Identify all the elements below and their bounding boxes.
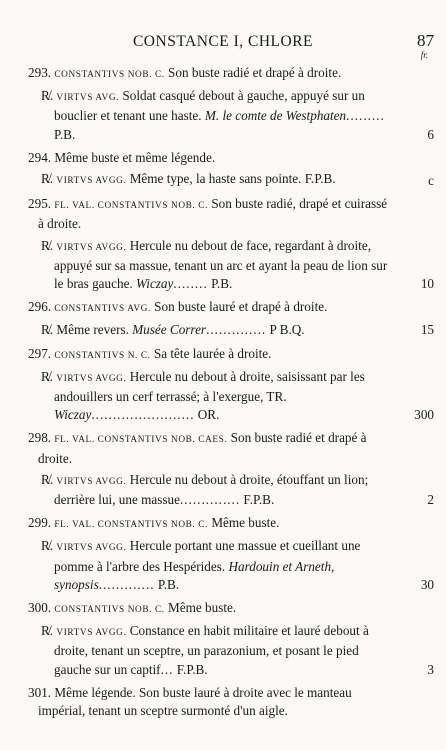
entry-number: 294. — [28, 149, 52, 165]
reverse-mark: R̸. — [41, 237, 54, 253]
reverse-mark: R̸. — [41, 471, 54, 487]
reverse-mark: R̸. — [41, 322, 54, 338]
reverse-text: Même type, la haste sans pointe. — [129, 171, 302, 187]
value: 300 — [414, 407, 434, 423]
reverse-legend: VIRTVS AVGG. — [56, 628, 127, 639]
catalogue-entry — [28, 684, 390, 720]
reverse-source: Wiczay — [54, 407, 92, 423]
entry-number: 299. — [28, 515, 52, 531]
reverse-text: Hercule nu debout à droite, saisissant par les andouillers un cerf terrassé; à l'exergue, TR. — [54, 368, 365, 405]
catalogue-entry: 297. CONSTANTIVS N. C. Sa tête laurée à droite. R̸. VIRTVS AVGG. Hercule nu debout à droite, saisissant par les andouillers un cerf terrassé; à l'exergue, TR. Wiczay........................ OR. 300 — [28, 345, 390, 425]
obverse-legend: CONSTANTIVS NOB. C. — [54, 70, 165, 80]
entry-number: 293. — [28, 65, 52, 80]
obverse-text: Son buste radié et drapé à droite. — [38, 430, 367, 466]
value: 2 — [427, 492, 434, 508]
obverse-legend: FL. VAL. CONSTANTIVS NOB. C. — [54, 201, 209, 212]
entry-number: 297. — [28, 345, 52, 361]
entry-number: 296. — [28, 299, 52, 315]
rarity: F.P.B. — [176, 661, 208, 677]
obverse-text: Son buste lauré et drapé à droite. — [154, 299, 328, 315]
value: 30 — [420, 576, 434, 592]
obverse-legend: FL. VAL. CONSTANTIVS NOB. C. — [54, 520, 209, 531]
reverse-source: Musée Correr — [132, 322, 207, 338]
catalogue-entry: 293. CONSTANTIVS NOB. C. Son buste radié et drapé à droite. R̸. VIRTVS AVG. Soldat casqué debout à gauche, appuyé sur un bouclier et tenant une haste. M. le comte de Westphaten......... P.B. 6 — [28, 64, 390, 144]
entry-number: 298. — [28, 430, 52, 446]
page-number: 87 — [417, 31, 434, 50]
entry-number: 300. — [28, 600, 52, 616]
reverse-legend: VIRTVS AVGG. — [56, 242, 127, 253]
rarity: F.P.B. — [304, 171, 336, 187]
obverse-legend: CONSTANTIVS NOB. C. — [54, 605, 165, 616]
value: c — [428, 173, 434, 189]
rarity: P B.Q. — [269, 322, 305, 338]
running-header: CONSTANCE I, CHLORE — [132, 33, 314, 50]
reverse-legend: VIRTVS AVGG. — [56, 373, 127, 384]
obverse-text: Même buste. — [168, 600, 237, 616]
catalogue-entry: 299. FL. VAL. CONSTANTIVS NOB. C. Même buste. R̸. VIRTVS AVGG. Hercule portant une massue et cueillant une pomme à l'arbre des Hespérides. Hardouin et Arneth, synopsis............. P.B. 30 — [28, 514, 390, 594]
reverse-text: Hercule nu debout de face, regardant à droite, appuyé sur sa massue, tenant un arc et ayant la peau de lion sur le bras gauche. — [54, 237, 388, 292]
entry-number: 301. — [28, 684, 52, 700]
catalogue-body — [28, 64, 434, 725]
value-unit: fr. — [420, 50, 428, 60]
reverse-mark: R̸. — [41, 538, 54, 554]
catalogue-entry: 295. FL. VAL. CONSTANTIVS NOB. C. Son buste radié, drapé et cuirassé à droite. R̸. VIRTVS AVGG. Hercule nu debout de face, regardant à droite, appuyé sur sa massue, tenant un arc et ayant la peau de lion sur le bras gauche. Wiczay........ P.B. 10 — [28, 195, 390, 293]
reverse-source: Hardouin et Arneth, synopsis — [54, 558, 335, 592]
rarity: P.B. — [211, 276, 233, 292]
reverse-legend: VIRTVS AVGG. — [56, 176, 127, 187]
value: 3 — [427, 661, 434, 677]
rarity: OR. — [197, 407, 220, 423]
catalogue-entry: 296. CONSTANTIVS AVG. Son buste lauré et drapé à droite. R̸. Même revers. Musée Correr.............. P B.Q. 15 — [28, 298, 390, 339]
obverse-text: Son buste radié, drapé et cuirassé à droite. — [38, 196, 388, 232]
entry-number: 295. — [28, 196, 52, 212]
catalogue-entry — [28, 149, 434, 190]
reverse-text: Soldat casqué debout à gauche, appuyé sur un bouclier et tenant une haste. — [54, 88, 365, 124]
reverse-legend: VIRTVS AVGG. — [56, 543, 127, 554]
obverse-text: Son buste radié et drapé à droite. — [168, 65, 342, 80]
reverse-mark: R̸. — [41, 171, 54, 187]
reverse-source: M. le comte de Westphaten — [204, 108, 347, 124]
obverse-legend: CONSTANTIVS AVG. — [54, 304, 151, 315]
rarity: F.P.B. — [243, 492, 275, 508]
obverse-text: Même buste. — [211, 515, 280, 531]
obverse-text: Sa tête laurée à droite. — [153, 345, 272, 361]
obverse-text: Même buste et même légende. — [54, 149, 216, 165]
rarity: P.B. — [157, 576, 180, 592]
reverse-text: Hercule portant une massue et cueillant une pomme à l'arbre des Hespérides. — [54, 538, 361, 574]
obverse-text: Même légende. Son buste lauré à droite avec le manteau impérial, tenant un sceptre surmonté d'un aigle. — [38, 684, 352, 719]
reverse-mark: R̸. — [41, 368, 54, 384]
reverse-text: Hercule nu debout à droite, étouffant un lion; derrière lui, une massue — [54, 471, 369, 508]
value: 6 — [427, 126, 434, 142]
catalogue-entry: 300. CONSTANTIVS NOB. C. Même buste. R̸. VIRTVS AVGG. Constance en habit militaire et lauré debout à droite, tenant un sceptre, un parazonium, et posant le pied gauche sur un captif... F.P.B. 3 — [28, 599, 390, 679]
obverse-legend: CONSTANTIVS N. C. — [54, 350, 151, 361]
reverse-legend: VIRTVS AVGG. — [56, 476, 127, 487]
value: 15 — [420, 322, 434, 338]
rarity: P.B. — [54, 126, 76, 142]
reverse-text: Même revers. — [56, 322, 129, 338]
reverse-mark: R̸. — [41, 623, 54, 639]
value: 10 — [420, 276, 434, 292]
reverse-mark: R̸. — [41, 88, 54, 104]
reverse-source: Wiczay — [136, 276, 174, 292]
reverse-legend: VIRTVS AVG. — [56, 93, 120, 104]
reverse-text: Constance en habit militaire et lauré debout à droite, tenant un sceptre, un parazonium, et posant le pied gauche sur un captif — [54, 623, 369, 677]
obverse-legend: FL. VAL. CONSTANTIVS NOB. CAES. — [54, 435, 228, 446]
catalogue-entry: 298. FL. VAL. CONSTANTIVS NOB. CAES. Son buste radié et drapé à droite. R̸. VIRTVS AVGG. Hercule nu debout à droite, étouffant un lion; derrière lui, une massue.............. F.P.B. 2 — [28, 429, 390, 509]
